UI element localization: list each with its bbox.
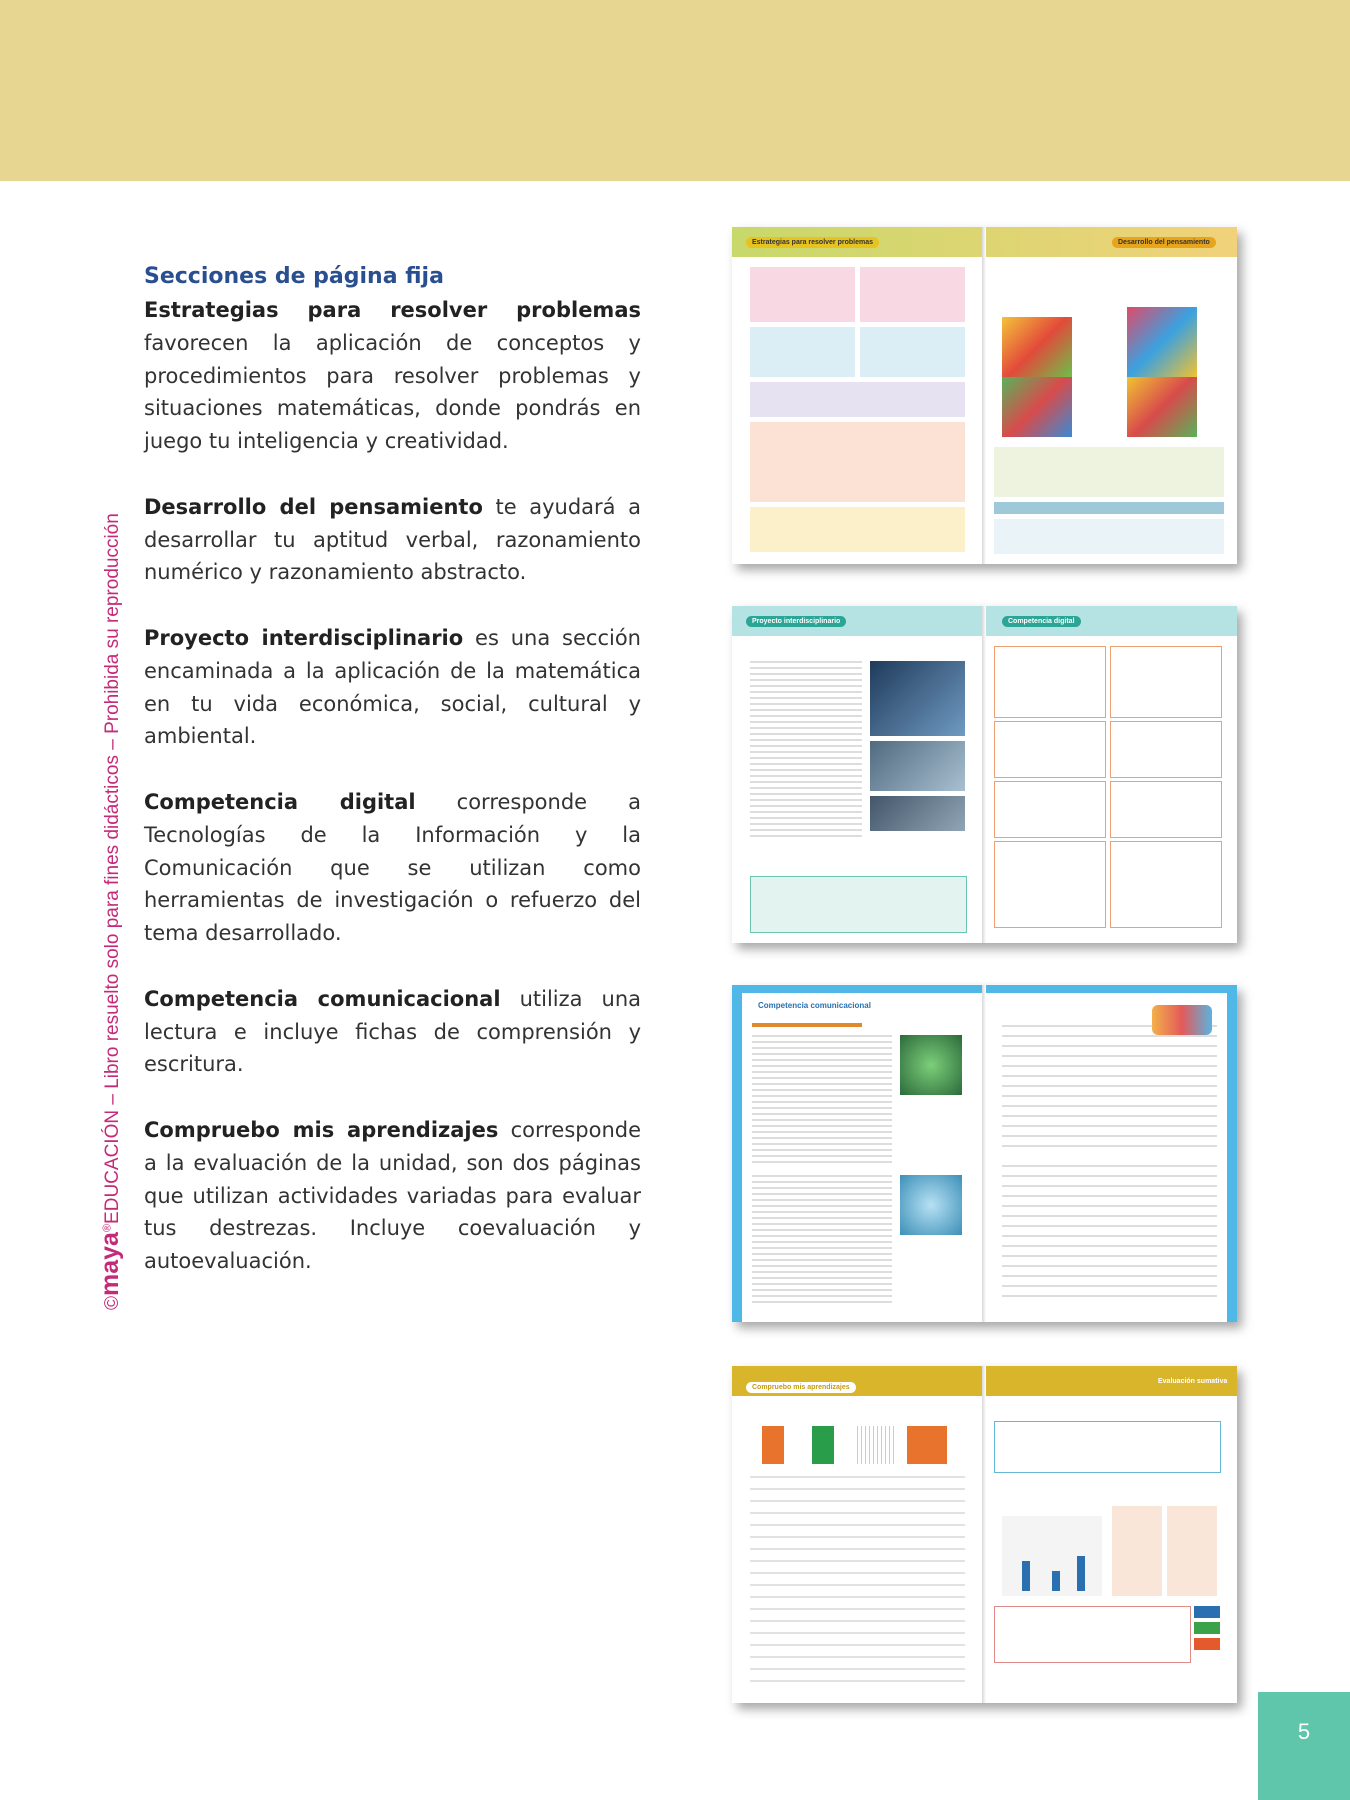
table-block [994,1421,1221,1473]
thumbnail-assessment-spread [732,1366,1237,1703]
side-note-text: EDUCACIÓN – Libro resuelto solo para fines didácticos – Prohibida su reproducción [102,513,123,1224]
section-communication [144,983,641,1081]
photo-placeholder [870,741,965,791]
page-spine [982,985,986,1322]
content-block [860,267,965,322]
content-block [994,646,1106,718]
content-block [994,841,1106,928]
color-tag [1194,1638,1220,1650]
content-block [1110,721,1222,778]
thumbnail-right-title: Desarrollo del pensamiento [1112,237,1216,248]
section-text: corresponde a la evaluación de la unidad, son dos páginas que utilizan actividades variadas para evaluar tus destrezas. Incluye coevaluación y autoevaluación. [144,1117,642,1274]
content-block [750,507,965,552]
grid-square [857,1426,897,1464]
recycle-illustration [900,1035,962,1095]
section-digital [144,786,641,950]
text-lines [1002,1165,1217,1305]
right-edge-band [1227,985,1237,1322]
text-lines [1002,1025,1217,1155]
section-text: utiliza una lectura e incluye fichas de comprensión y escritura. [144,986,641,1077]
subtitle-bar [752,1023,862,1027]
copyright-symbol: © [102,1296,123,1310]
hands-illustration [900,1175,962,1235]
section-title: Competencia digital [144,789,416,814]
content-block [1110,646,1222,718]
content-block [994,502,1224,514]
photo-placeholder [870,796,965,831]
chart-bar [1022,1561,1030,1591]
content-block [750,267,855,322]
main-content [144,260,641,1311]
section-text: es una sección encaminada a la aplicación de la matemática en tu vida económica, social, cultural y ambiental. [144,625,641,749]
page-spine [982,606,986,943]
section-title: Proyecto interdisciplinario [144,625,464,650]
cube-illustration [1127,307,1197,377]
thumbnail-left-title: Compruebo mis aprendizajes [746,1382,856,1393]
thumbnail-right-title: Evaluación sumativa [1158,1378,1228,1385]
cube-illustration [1127,377,1197,437]
kids-illustration [1152,1005,1212,1035]
section-title: Compruebo mis aprendizajes [144,1117,499,1142]
section-strategies [144,294,641,458]
content-block [994,721,1106,778]
photo-placeholder [870,661,965,736]
thumbnail-communication-spread [732,985,1237,1322]
brand-logo-text: maya [96,1232,124,1296]
grid-square [907,1426,947,1464]
top-color-band [0,0,1350,181]
cube-illustration [1002,377,1072,437]
section-title: Desarrollo del pensamiento [144,494,483,519]
page-number: 5 [1297,1719,1311,1744]
page-spine [982,227,986,564]
table-block [1167,1506,1217,1596]
thumbnail-left-title: Estrategias para resolver problemas [746,237,879,248]
section-thinking [144,491,641,589]
text-lines [752,1035,892,1165]
thumbnail-strategies-spread [732,227,1237,564]
thumbnail-left-title: Competencia comunicacional [752,999,877,1012]
left-edge-band [732,985,742,1322]
fraction-bar [762,1426,784,1464]
content-block [750,422,965,502]
content-block [750,382,965,417]
section-heading: Secciones de página fija [144,264,444,289]
section-text: favorecen la aplicación de conceptos y procedimientos para resolver problemas y situaciones matemáticas, donde pondrás en juego tu inteligencia y creatividad. [144,330,641,454]
thumbnail-project-spread [732,606,1237,943]
text-lines [750,1476,965,1686]
content-block [994,781,1106,838]
thumbnail-left-title: Proyecto interdisciplinario [746,616,846,627]
content-block [750,327,855,377]
section-title: Estrategias para resolver problemas [144,298,641,322]
content-block [1110,841,1222,928]
color-tag [1194,1622,1220,1634]
text-lines [750,661,862,841]
chart-bar [1052,1571,1060,1591]
content-block [1110,781,1222,838]
fraction-bar [812,1426,834,1464]
cube-illustration [1002,317,1072,377]
content-block [750,876,967,933]
chart-bar [1077,1556,1085,1591]
section-text: te ayudará a desarrollar tu aptitud verbal, razonamiento numérico y razonamiento abstracto. [144,494,642,585]
side-copyright-note [96,513,125,1310]
content-block [994,447,1224,497]
color-tag [1194,1606,1220,1618]
page-spine [982,1366,986,1703]
thumbnail-right-title: Competencia digital [1002,616,1081,627]
section-project [144,622,641,753]
table-block [1112,1506,1162,1596]
section-assessment [144,1114,641,1278]
table-block [994,1606,1191,1663]
content-block [860,327,965,377]
registered-mark: ® [101,1223,114,1233]
text-lines [752,1175,892,1305]
content-block [994,519,1224,554]
section-text: corresponde a Tecnologías de la Información y la Comunicación que se utilizan como herramientas de investigación o refuerzo del tema desarrollado. [144,789,641,946]
section-title: Competencia comunicacional [144,986,501,1011]
page-number-tab [1258,1692,1350,1800]
